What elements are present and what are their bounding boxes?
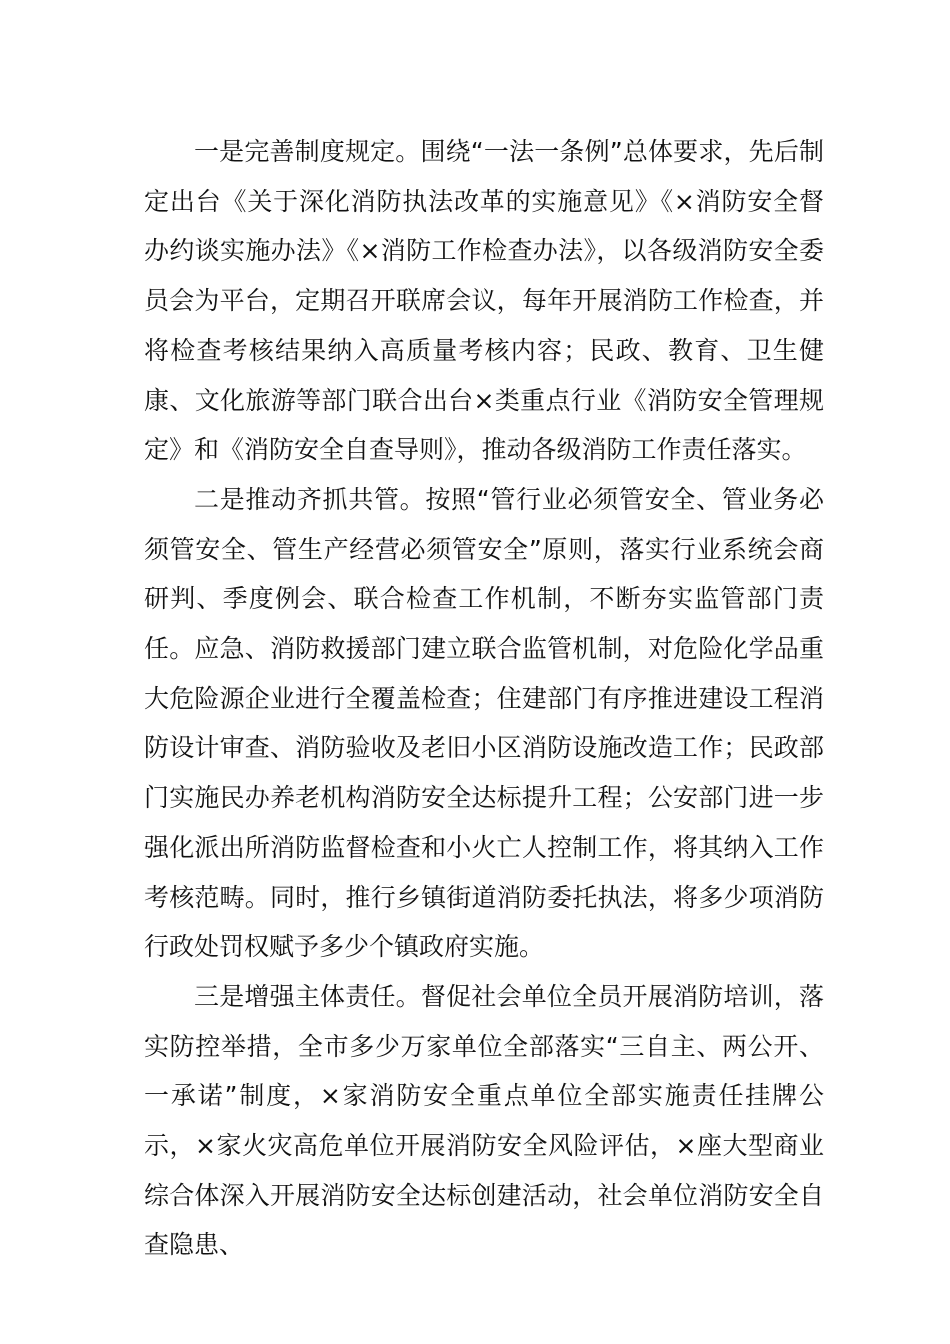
document-body (144, 127, 824, 1270)
paragraph-main-responsibility: 三是增强主体责任。督促社会单位全员开展消防培训，落实防控举措，全市多少万家单位全部落实“三自主、两公开、一承诺”制度，×家消防安全重点单位全部实施责任挂牌公示，×家火灾高危单位开展消防安全风险评估，×座大型商业综合体深入开展消防安全达标创建活动，社会单位消防安全自查隐患、 (144, 981, 824, 1260)
paragraph-improve-regulations: 一是完善制度规定。围绕“一法一条例”总体要求，先后制定出台《关于深化消防执法改革的实施意见》《×消防安全督办约谈实施办法》《×消防工作检查办法》，以各级消防安全委员会为平台，定期召开联席会议，每年开展消防工作检查，并将检查考核结果纳入高质量考核内容；民政、教育、卫生健康、文化旅游等部门联合出台×类重点行业《消防安全管理规定》和《消防安全自查导则》，推动各级消防工作责任落实。 (144, 137, 824, 465)
paragraph-joint-management: 二是推动齐抓共管。按照“管行业必须管安全、管业务必须管安全、管生产经营必须管安全”原则，落实行业系统会商研判、季度例会、联合检查工作机制，不断夯实监管部门责任。应急、消防救援部门建立联合监管机制，对危险化学品重大危险源企业进行全覆盖检查；住建部门有序推进建设工程消防设计审查、消防验收及老旧小区消防设施改造工作；民政部门实施民办养老机构消防安全达标提升工程；公安部门进一步强化派出所消防监督检查和小火亡人控制工作，将其纳入工作考核范畴。同时，推行乡镇街道消防委托执法，将多少项消防行政处罚权赋予多少个镇政府实施。 (144, 484, 824, 962)
